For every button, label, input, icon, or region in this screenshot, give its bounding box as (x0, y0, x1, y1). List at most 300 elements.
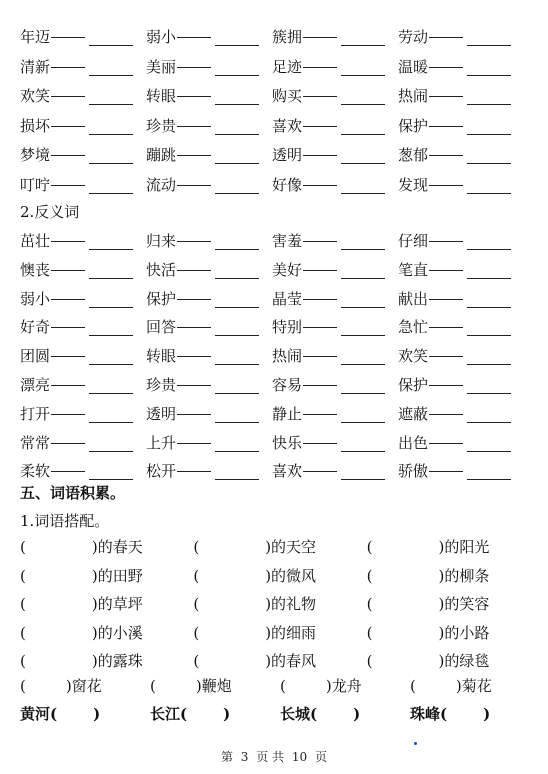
answer-blank[interactable] (89, 335, 133, 336)
antonym-item (146, 458, 272, 480)
antonym-item (146, 286, 272, 308)
answer-blank[interactable] (467, 422, 511, 423)
synonym-row (20, 54, 540, 76)
answer-blank[interactable] (341, 393, 385, 394)
antonym-item (146, 257, 272, 279)
open-paren: ( (366, 623, 373, 642)
open-paren: ( (366, 538, 373, 556)
dash-line (429, 126, 463, 127)
open-paren: ( (193, 623, 200, 642)
answer-blank[interactable] (215, 134, 259, 135)
answer-blank[interactable] (467, 45, 511, 46)
dash-line (51, 414, 85, 415)
synonym-item (398, 113, 524, 135)
synonym-word: 热闹 (398, 87, 429, 105)
antonym-item (20, 314, 146, 336)
close-paren: ) (265, 623, 272, 642)
synonym-item (398, 83, 524, 105)
antonym-item (398, 314, 524, 336)
answer-blank[interactable] (467, 134, 511, 135)
answer-blank[interactable] (341, 422, 385, 423)
open-paren: ( (150, 677, 156, 695)
antonym-word: 容易 (272, 376, 303, 394)
synonym-word: 梦境 (20, 146, 51, 164)
dash-line (177, 270, 211, 271)
dash-line (303, 185, 337, 186)
craft-word: 鞭炮 (201, 677, 232, 695)
antonym-heading: 2.反义词 (20, 203, 80, 221)
antonym-word: 遮蔽 (398, 404, 429, 423)
open-paren: ( (50, 705, 58, 723)
antonym-word: 笔直 (398, 260, 429, 279)
craft-word: 窗花 (71, 677, 102, 695)
dash-line (429, 299, 463, 300)
antonym-word: 打开 (20, 404, 51, 423)
synonym-word: 流动 (146, 175, 177, 194)
answer-blank[interactable] (341, 163, 385, 164)
close-paren: ) (483, 705, 491, 723)
antonym-word: 快活 (146, 260, 177, 279)
dash-line (429, 96, 463, 97)
matching-item (20, 594, 193, 616)
footer-page-number: 3 (240, 750, 249, 764)
dash-line (177, 96, 211, 97)
synonym-item (146, 83, 272, 105)
matching-row (20, 537, 540, 559)
dash-line (51, 126, 85, 127)
dash-line (429, 414, 463, 415)
antonym-word: 转眼 (146, 347, 177, 366)
synonym-word: 欢笑 (20, 87, 51, 105)
open-paren: ( (20, 538, 26, 556)
matching-word: 的礼物 (271, 595, 317, 613)
open-paren: ( (20, 652, 26, 670)
answer-blank[interactable] (467, 393, 511, 394)
close-paren: ) (265, 595, 272, 613)
answer-blank[interactable] (341, 479, 385, 480)
antonym-word: 仔细 (398, 232, 429, 250)
antonym-word: 保护 (146, 289, 177, 308)
answer-blank[interactable] (467, 249, 511, 250)
open-paren: ( (193, 538, 200, 556)
close-paren: ) (91, 538, 98, 556)
close-paren: ) (438, 566, 445, 585)
dash-line (303, 126, 337, 127)
crafts-row (20, 676, 540, 698)
open-paren: ( (20, 595, 26, 613)
matching-word: 的春风 (271, 652, 317, 670)
answer-blank[interactable] (215, 104, 259, 105)
answer-blank[interactable] (341, 364, 385, 365)
synonym-row (20, 142, 540, 164)
antonym-word: 常常 (20, 433, 51, 452)
close-paren: ) (353, 705, 361, 723)
open-paren: ( (410, 677, 416, 695)
antonym-word: 松开 (146, 462, 177, 481)
matching-item (20, 651, 193, 673)
matching-item (193, 623, 366, 645)
answer-blank[interactable] (89, 278, 133, 279)
dash-line (51, 443, 85, 444)
synonym-row (20, 24, 540, 46)
antonym-item (272, 372, 398, 394)
antonym-item (398, 228, 524, 250)
matching-item (193, 566, 366, 588)
dash-line (303, 443, 337, 444)
answer-blank[interactable] (89, 393, 133, 394)
antonym-item (272, 257, 398, 279)
synonym-word: 购买 (272, 87, 303, 105)
synonym-item (146, 172, 272, 194)
dash-line (303, 37, 337, 38)
antonym-item (146, 314, 272, 336)
geography-word: 长江 (150, 705, 181, 723)
answer-blank[interactable] (215, 45, 259, 46)
dash-line (429, 67, 463, 68)
antonym-word: 保护 (398, 376, 429, 394)
answer-blank[interactable] (215, 364, 259, 365)
answer-blank[interactable] (341, 75, 385, 76)
answer-blank[interactable] (215, 75, 259, 76)
open-paren: ( (366, 566, 373, 585)
synonym-item (398, 172, 524, 194)
matching-word: 的小路 (444, 623, 490, 642)
synonym-item (146, 54, 272, 76)
antonym-item (398, 343, 524, 365)
close-paren: ) (93, 705, 101, 723)
antonym-item (20, 430, 146, 452)
matching-item (20, 623, 193, 645)
matching-item (193, 594, 366, 616)
matching-item (367, 651, 540, 673)
dash-line (303, 155, 337, 156)
answer-blank[interactable] (341, 335, 385, 336)
matching-word: 的露珠 (97, 652, 143, 670)
answer-blank[interactable] (89, 163, 133, 164)
answer-blank[interactable] (215, 193, 259, 194)
close-paren: ) (265, 652, 272, 670)
synonym-item (20, 24, 146, 46)
answer-blank[interactable] (467, 278, 511, 279)
antonym-word: 出色 (398, 433, 429, 452)
dash-line (303, 385, 337, 386)
answer-blank[interactable] (341, 278, 385, 279)
close-paren: ) (438, 623, 445, 642)
answer-blank[interactable] (467, 163, 511, 164)
answer-blank[interactable] (467, 451, 511, 452)
matching-item (193, 651, 366, 673)
antonym-item (272, 401, 398, 423)
dash-line (51, 185, 85, 186)
antonym-item (146, 430, 272, 452)
dash-line (303, 327, 337, 328)
antonym-row (20, 372, 540, 394)
antonym-row (20, 401, 540, 423)
answer-blank[interactable] (89, 479, 133, 480)
antonym-word: 急忙 (398, 318, 429, 337)
close-paren: ) (91, 652, 98, 670)
close-paren: ) (438, 538, 445, 556)
matching-item (367, 594, 540, 616)
synonym-word: 转眼 (146, 87, 177, 105)
geography-item (150, 704, 280, 726)
geography-word: 黄河 (20, 705, 51, 723)
antonym-word: 静止 (272, 404, 303, 423)
answer-blank[interactable] (341, 249, 385, 250)
matching-heading: 1.词语搭配。 (20, 512, 110, 530)
matching-word: 的草坪 (97, 595, 143, 613)
geography-item (410, 704, 540, 726)
dash-line (51, 299, 85, 300)
close-paren: ) (438, 595, 445, 613)
synonym-word: 美丽 (146, 57, 177, 76)
antonym-word: 骄傲 (398, 462, 429, 481)
answer-blank[interactable] (89, 307, 133, 308)
matching-row (20, 566, 540, 588)
antonym-item (398, 458, 524, 480)
synonym-word: 葱郁 (398, 146, 429, 164)
synonym-word: 温暖 (398, 57, 429, 76)
antonym-word: 美好 (272, 260, 303, 279)
matching-word: 的柳条 (444, 566, 490, 585)
dash-line (429, 327, 463, 328)
synonym-word: 年迈 (20, 28, 51, 46)
answer-blank[interactable] (215, 335, 259, 336)
antonym-word: 上升 (146, 433, 177, 452)
answer-blank[interactable] (89, 45, 133, 46)
close-paren: ) (195, 677, 202, 695)
answer-blank[interactable] (467, 75, 511, 76)
answer-blank[interactable] (467, 104, 511, 105)
dash-line (303, 270, 337, 271)
synonym-item (146, 142, 272, 164)
synonym-word: 足迹 (272, 57, 303, 76)
antonym-word: 珍贵 (146, 376, 177, 394)
footer-total-pages: 10 (291, 750, 308, 764)
craft-item (410, 676, 540, 698)
answer-blank[interactable] (341, 451, 385, 452)
answer-blank[interactable] (89, 422, 133, 423)
synonym-item (20, 54, 146, 76)
answer-blank[interactable] (215, 278, 259, 279)
dash-line (303, 241, 337, 242)
dash-line (51, 356, 85, 357)
answer-blank[interactable] (215, 307, 259, 308)
answer-blank[interactable] (89, 134, 133, 135)
dash-line (51, 37, 85, 38)
answer-blank[interactable] (89, 364, 133, 365)
close-paren: ) (65, 677, 72, 695)
dash-line (303, 67, 337, 68)
synonym-word: 劳动 (398, 28, 429, 46)
open-paren: ( (193, 566, 200, 585)
geography-word: 珠峰 (410, 705, 441, 723)
antonym-word: 茁壮 (20, 232, 51, 250)
antonym-row (20, 343, 540, 365)
answer-blank[interactable] (89, 193, 133, 194)
antonym-item (272, 458, 398, 480)
answer-blank[interactable] (341, 104, 385, 105)
answer-blank[interactable] (467, 479, 511, 480)
antonym-item (398, 430, 524, 452)
matching-word: 的细雨 (271, 623, 317, 642)
close-paren: ) (91, 623, 98, 642)
answer-blank[interactable] (89, 451, 133, 452)
dash-line (429, 270, 463, 271)
synonym-item (398, 54, 524, 76)
antonym-row (20, 430, 540, 452)
geography-word: 长城 (280, 705, 311, 723)
craft-word: 龙舟 (331, 677, 362, 695)
antonym-item (20, 458, 146, 480)
synonym-word: 发现 (398, 175, 429, 194)
dash-line (177, 356, 211, 357)
antonym-item (398, 401, 524, 423)
matching-item (193, 537, 366, 559)
matching-item (367, 566, 540, 588)
synonym-word: 好像 (272, 175, 303, 194)
matching-word: 的小溪 (97, 623, 143, 642)
matching-row (20, 623, 540, 645)
answer-blank[interactable] (467, 335, 511, 336)
antonym-item (272, 228, 398, 250)
antonym-item (398, 257, 524, 279)
dash-line (177, 443, 211, 444)
synonym-item (272, 142, 398, 164)
antonym-item (20, 286, 146, 308)
answer-blank[interactable] (341, 134, 385, 135)
footer-suffix: 页 (315, 750, 328, 764)
dash-line (177, 185, 211, 186)
craft-word: 菊花 (461, 677, 492, 695)
open-paren: ( (180, 705, 188, 723)
dash-line (51, 270, 85, 271)
blue-dot-mark (414, 742, 417, 745)
antonym-item (272, 286, 398, 308)
antonym-word: 团圆 (20, 347, 51, 366)
synonym-item (398, 142, 524, 164)
antonym-item (20, 257, 146, 279)
answer-blank[interactable] (341, 193, 385, 194)
craft-item (150, 676, 280, 698)
synonym-item (20, 113, 146, 135)
answer-blank[interactable] (467, 364, 511, 365)
synonym-word: 喜欢 (272, 116, 303, 135)
matching-word: 的天空 (271, 538, 317, 556)
dash-line (177, 126, 211, 127)
matching-row (20, 651, 540, 673)
craft-item (20, 676, 150, 698)
dash-line (51, 385, 85, 386)
close-paren: ) (325, 677, 332, 695)
answer-blank[interactable] (89, 75, 133, 76)
open-paren: ( (193, 652, 200, 670)
antonym-item (398, 372, 524, 394)
synonym-item (398, 24, 524, 46)
antonym-word: 回答 (146, 318, 177, 337)
synonym-item (272, 54, 398, 76)
dash-line (303, 414, 337, 415)
answer-blank[interactable] (341, 45, 385, 46)
synonym-item (146, 24, 272, 46)
dash-line (51, 327, 85, 328)
page-footer (0, 748, 548, 765)
open-paren: ( (20, 677, 26, 695)
open-paren: ( (20, 623, 26, 642)
dash-line (429, 471, 463, 472)
dash-line (177, 67, 211, 68)
answer-blank[interactable] (215, 249, 259, 250)
antonym-item (20, 401, 146, 423)
antonym-row (20, 314, 540, 336)
synonym-row (20, 172, 540, 194)
matching-item (367, 623, 540, 645)
dash-line (177, 241, 211, 242)
dash-line (429, 356, 463, 357)
close-paren: ) (438, 652, 445, 670)
close-paren: ) (91, 566, 98, 585)
antonym-item (272, 343, 398, 365)
answer-blank[interactable] (215, 163, 259, 164)
dash-line (177, 299, 211, 300)
dash-line (303, 471, 337, 472)
close-paren: ) (265, 538, 272, 556)
answer-blank[interactable] (215, 422, 259, 423)
dash-line (177, 155, 211, 156)
dash-line (177, 471, 211, 472)
answer-blank[interactable] (467, 307, 511, 308)
synonym-item (20, 83, 146, 105)
dash-line (51, 67, 85, 68)
antonym-word: 欢笑 (398, 347, 429, 366)
close-paren: ) (223, 705, 231, 723)
antonym-word: 喜欢 (272, 462, 303, 481)
answer-blank[interactable] (89, 104, 133, 105)
antonym-word: 懊丧 (20, 260, 51, 279)
matching-item (20, 566, 193, 588)
synonym-word: 清新 (20, 57, 51, 76)
dash-line (303, 96, 337, 97)
answer-blank[interactable] (215, 393, 259, 394)
open-paren: ( (440, 705, 448, 723)
dash-line (429, 155, 463, 156)
dash-line (51, 155, 85, 156)
geography-item (20, 704, 150, 726)
antonym-item (146, 372, 272, 394)
synonym-word: 保护 (398, 116, 429, 135)
open-paren: ( (366, 652, 373, 670)
close-paren: ) (91, 595, 98, 613)
antonym-item (146, 228, 272, 250)
matching-word: 的微风 (271, 566, 317, 585)
answer-blank[interactable] (215, 451, 259, 452)
synonym-word: 珍贵 (146, 116, 177, 135)
matching-item (367, 537, 540, 559)
geography-item (280, 704, 410, 726)
dash-line (429, 443, 463, 444)
antonym-word: 热闹 (272, 347, 303, 366)
dash-line (51, 471, 85, 472)
synonym-row (20, 113, 540, 135)
antonym-item (20, 228, 146, 250)
answer-blank[interactable] (467, 193, 511, 194)
antonym-word: 快乐 (272, 433, 303, 452)
antonym-item (398, 286, 524, 308)
answer-blank[interactable] (215, 479, 259, 480)
dash-line (177, 327, 211, 328)
answer-blank[interactable] (341, 307, 385, 308)
answer-blank[interactable] (89, 249, 133, 250)
